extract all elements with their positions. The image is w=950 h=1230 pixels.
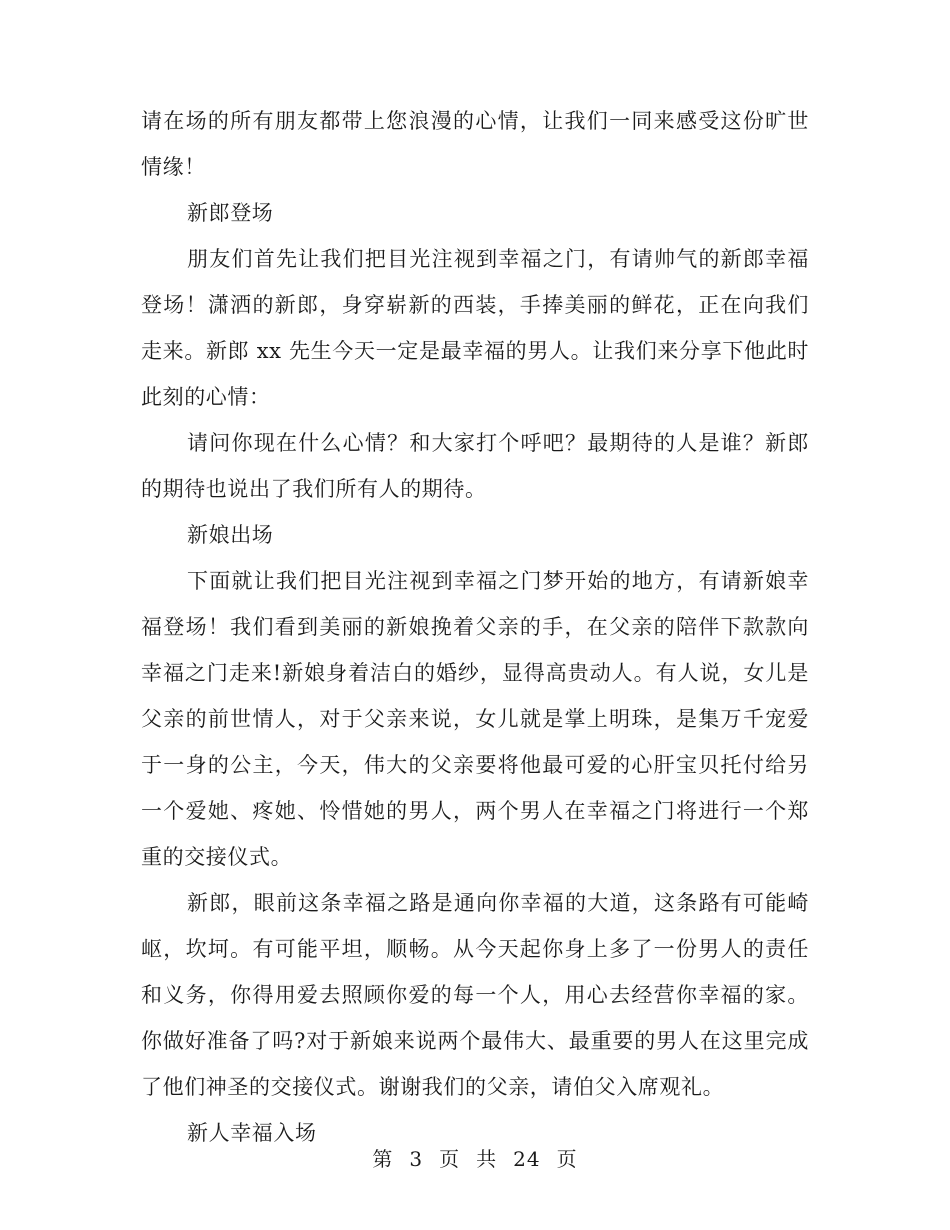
section-heading-groom-entrance: 新郎登场: [187, 201, 274, 225]
section-heading-couple-entrance: 新人幸福入场: [187, 1121, 317, 1145]
paragraph-groom-entrance: 朋友们首先让我们把目光注视到幸福之门，有请帅气的新郎幸福登场！潇洒的新郎，身穿崭新的西装，手捧美丽的鲜花，正在向我们走来。新郎 xx 先生今天一定是最幸福的男人。让我们来分享下他此时此刻的心情：: [141, 247, 809, 409]
paragraph-groom-questions: 请问你现在什么心情？和大家打个呼吧？最期待的人是谁？新郎的期待也说出了我们所有人的期待。: [141, 431, 809, 501]
section-heading-bride-entrance: 新娘出场: [187, 523, 274, 547]
footer-current-page: 3: [409, 1147, 424, 1171]
paragraph-bride-entrance: 下面就让我们把目光注视到幸福之门梦开始的地方，有请新娘幸福登场！我们看到美丽的新娘挽着父亲的手，在父亲的陪伴下款款向幸福之门走来!新娘身着洁白的婚纱，显得高贵动人。有人说，女儿是父亲的前世情人，对于父亲来说，女儿就是掌上明珠，是集万千宠爱于一身的公主，今天，伟大的父亲要将他最可爱的心肝宝贝托付给另一个爱她、疼她、怜惜她的男人，两个男人在幸福之门将进行一个郑重的交接仪式。: [141, 569, 809, 869]
paragraph-groom-vow: 新郎，眼前这条幸福之路是通向你幸福的大道，这条路有可能崎岖，坎坷。有可能平坦，顺畅。从今天起你身上多了一份男人的责任和义务，你得用爱去照顾你爱的每一个人，用心去经营你幸福的家。你做好准备了吗?对于新娘来说两个最伟大、最重要的男人在这里完成了他们神圣的交接仪式。谢谢我们的父亲，请伯父入席观礼。: [141, 891, 809, 1099]
footer-total-pages: 24: [513, 1147, 541, 1171]
footer-prefix: 第: [372, 1147, 394, 1171]
footer-page-word: 页: [439, 1147, 461, 1171]
footer-suffix: 页: [556, 1147, 578, 1171]
footer-total-word: 共: [476, 1147, 498, 1171]
page-footer: [0, 1143, 950, 1175]
document-body: [141, 98, 809, 1156]
paragraph-intro: 请在场的所有朋友都带上您浪漫的心情，让我们一同来感受这份旷世情缘！: [141, 109, 809, 179]
